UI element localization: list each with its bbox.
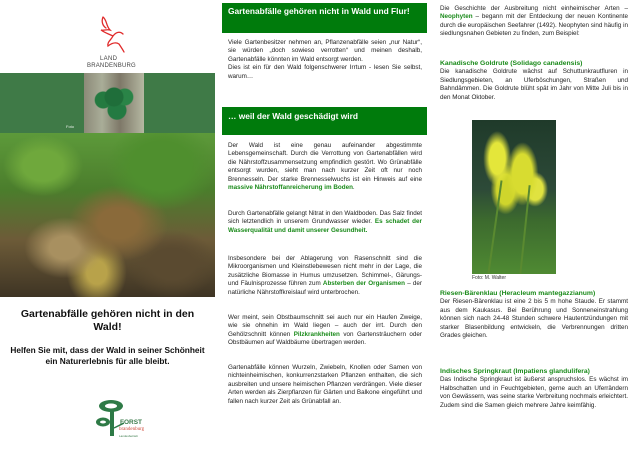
stem bbox=[487, 180, 502, 273]
paragraph bbox=[228, 364, 422, 406]
intro-text: Viele Gartenbesitzer nehmen an, Pflanzenabfälle seien „nur Natur“, sie würden „doch sowieso verrotten“ und meinen deshalb, Gartenabfälle könnten im Wald entsorgt werden. bbox=[228, 39, 422, 63]
forst-text: FORST bbox=[120, 419, 143, 426]
forest-garden-waste-photo bbox=[0, 133, 215, 297]
highlight-text: Neophyten bbox=[440, 13, 473, 21]
paragraph-text: Wer meint, sein Obstbaumschnitt sei auch nur ein Haufen Zweige, wie sie ohnehin im Wald liegen – auch der irrt. Durch den Gehölzschnitt können bbox=[228, 314, 422, 338]
species-text: Das Indische Springkraut ist äußerst anspruchslos. Es wächst im Halbschatten und in Feuchtgebieten, gerne auch an Uferrändern von Gewässern, was seine starke Verbreitung nochmals erleichtert. Zudem sind die Samen gleich mehrere Jahre keimfähig. bbox=[440, 376, 628, 409]
paragraph-text: – der natürliche Nährstoffkreislauf wird unterbrochen. bbox=[228, 280, 423, 296]
land-brandenburg-logo bbox=[85, 14, 135, 72]
highlight-text: Pilzkrankheiten bbox=[293, 330, 340, 338]
forst-brandenburg-logo bbox=[96, 398, 146, 443]
species-text: Der Riesen-Bärenklau ist eine 2 bis 5 m hohe Staude. Er stammt aus dem Kaukasus. Bei Berührung und Sonneneinstrahlung können sich nach 24-48 Stunden schwere Hautentzündungen mit starker Blasenbildung entwickeln, die Verbrennungen dritten Grades gleichen. bbox=[440, 298, 628, 340]
middle-panel bbox=[215, 0, 430, 453]
highlight-text: Absterben der Organismen bbox=[322, 280, 405, 288]
species-title: Indisches Springkraut (Impatiens glandulifera) bbox=[440, 368, 590, 375]
paragraph-text: – begann mit der Entdeckung der neuen Kontinente durch die europäischen Seefahrer (1492). Neophyten sind häufig in siedlungsnahen Gebieten zu finden, zum Beispiel: bbox=[440, 13, 628, 38]
section-header: Gartenabfälle gehören nicht in Wald und Flur! bbox=[222, 3, 427, 33]
highlight-text: massive Nährstoffanreicherung im Boden bbox=[228, 184, 353, 192]
paragraph bbox=[228, 255, 422, 297]
highlight-text: Es schadet der Wasserqualität und damit unserer Gesundheit. bbox=[228, 218, 422, 234]
paragraph bbox=[228, 142, 422, 192]
brandenburg-text: brandenburg bbox=[119, 427, 145, 432]
species-baerenklau bbox=[440, 290, 628, 340]
oak-leaf-photo bbox=[84, 73, 144, 133]
stem bbox=[519, 185, 530, 274]
species-springkraut bbox=[440, 368, 628, 410]
intro-paragraph bbox=[228, 39, 422, 81]
neophyten-intro bbox=[440, 5, 628, 39]
cover-subtitle: Helfen Sie mit, dass der Wald in seiner Schönheit ein Naturerlebnis für alle bleibt. bbox=[10, 345, 205, 366]
paragraph-text: Durch Gartenabfälle gelangt Nitrat in den Waldboden. Das Salz findet sich letztendlich in unserem Grundwasser wieder. bbox=[228, 210, 422, 226]
photo-credit-small: Foto bbox=[66, 124, 75, 129]
paragraph-text: Die Geschichte der Ausbreitung nicht einheimischer Arten – bbox=[440, 5, 628, 12]
species-text: Die kanadische Goldrute wächst auf Schuttunkrautfluren in Siedlungsgebieten, an Uferböschungen, Straßen und Bahndämmen. Die Goldrute blüht spät im Jahr von Mitte Juli bis in den Monat Oktober. bbox=[440, 68, 628, 101]
cover-panel bbox=[0, 0, 215, 453]
paragraph-text: Der Wald ist eine genau aufeinander abgestimmte Lebensgemeinschaft. Durch die Verrottung von Gartenabfällen wird die Nährstoffzusammensetzung empfindlich gestört. Wo Grünabfälle entsorgt wurden, sieht man nach kurzer Zeit oft nur noch Brennesseln. Der starke Brennesselwuchs ist ein Hinweis auf eine bbox=[228, 142, 422, 183]
paragraph bbox=[228, 314, 422, 348]
species-title: Riesen-Bärenklau (Heracleum mantegazzianum) bbox=[440, 290, 596, 297]
intro-text-2: Dies ist ein für den Wald folgenschwerer Irrtum - lesen Sie selbst, warum… bbox=[228, 64, 422, 80]
species-title: Kanadische Goldrute (Solidago canadensis) bbox=[440, 60, 583, 67]
logo-text-land: LAND bbox=[100, 56, 118, 62]
landesbetrieb-text: Landesbetrieb bbox=[119, 434, 139, 438]
eagle-icon bbox=[97, 14, 127, 54]
logo-text-brandenburg: BRANDENBURG bbox=[87, 63, 136, 69]
paragraph-text: von Gartensträuchern oder Obstbäumen auf Waldbäume übertragen werden. bbox=[228, 330, 422, 347]
species-goldrute bbox=[440, 60, 628, 102]
photo-caption: Foto: M. Walter bbox=[472, 275, 506, 281]
paragraph-text: Insbesondere bei der Ablagerung von Rasenschnitt sind die Mikroorganismen und Kleinstlebewesen nicht mehr in der Lage, die zusätzliche Biomasse in Humus umzusetzen. Schimmel-, Gärungs- und Fäulnisprozesse führen zum bbox=[228, 255, 422, 288]
cover-title: Gartenabfälle gehören nicht in den Wald! bbox=[20, 308, 195, 333]
goldenrod-photo bbox=[472, 120, 556, 274]
paragraph bbox=[228, 210, 422, 235]
paragraph-text: . bbox=[352, 184, 355, 192]
section-header: … weil der Wald geschädigt wird bbox=[222, 107, 427, 135]
tree-icon bbox=[96, 398, 124, 438]
paragraph-text: Gartenabfälle können Wurzeln, Zwiebeln, Knollen oder Samen von nichteinheimischen, konkurrenzstarken Pflanzen enthalten, die sich ausbreiten und unsere heimischen Pflanzen verdrängen. Viele dieser Arten werden als Zierpflanzen für Gärten und Balkone eingeführt und fallen nach kurzer Zeit als Grünabfall an. bbox=[228, 364, 422, 405]
